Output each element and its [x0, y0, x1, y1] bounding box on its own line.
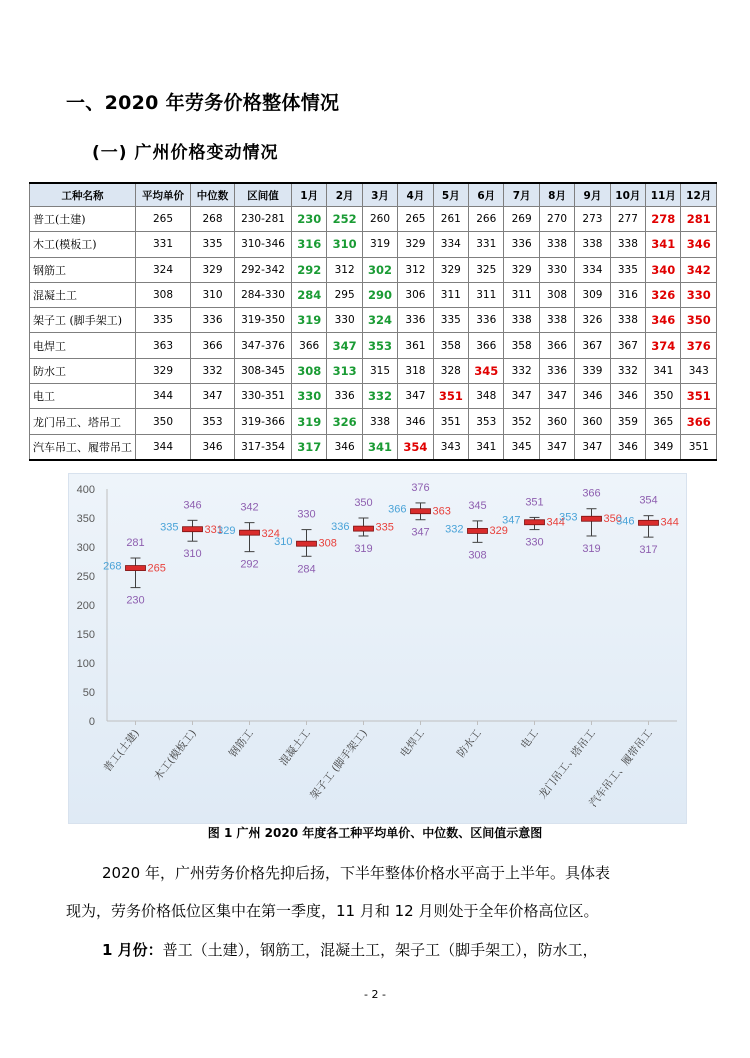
trade-name-cell: 普工(土建): [30, 207, 136, 232]
month-cell: 338: [539, 308, 574, 333]
box-bar: [468, 528, 488, 533]
month-cell: 339: [575, 358, 610, 383]
month-cell: 351: [681, 434, 717, 460]
average-label: 335: [375, 521, 394, 534]
x-tick-label: 汽车吊工、履带吊工: [587, 727, 655, 810]
header-cell: 区间值: [235, 183, 292, 207]
month-cell: 332: [362, 384, 397, 409]
month-cell: 347: [539, 384, 574, 409]
median-cell: 366: [191, 333, 235, 358]
trade-name-cell: 防水工: [30, 358, 136, 383]
month-cell: 306: [398, 282, 433, 307]
median-cell: 346: [191, 434, 235, 460]
table-row: [30, 308, 717, 333]
month-cell: 340: [646, 257, 681, 282]
average-cell: 350: [136, 409, 191, 434]
month-cell: 346: [575, 384, 610, 409]
range-cell: 347-376: [235, 333, 292, 358]
month-cell: 341: [469, 434, 504, 460]
average-cell: 329: [136, 358, 191, 383]
average-label: 308: [318, 537, 337, 550]
month-cell: 319: [362, 232, 397, 257]
month-cell: 345: [469, 358, 504, 383]
table-row: [30, 358, 717, 383]
paragraph-3-text: 普工（土建），钢筋工，混凝土工，架子工（脚手架工），防水工，: [162, 941, 598, 959]
month-cell: 328: [433, 358, 468, 383]
month-cell: 338: [362, 409, 397, 434]
table-row: [30, 333, 717, 358]
range-cell: 310-346: [235, 232, 292, 257]
header-cell: 11月: [646, 183, 681, 207]
month-cell: 281: [681, 207, 717, 232]
month-cell: 338: [575, 232, 610, 257]
month-cell: 332: [610, 358, 645, 383]
month-cell: 347: [327, 333, 362, 358]
average-label: 363: [432, 505, 451, 518]
trade-name-cell: 龙门吊工、塔吊工: [30, 409, 136, 434]
header-cell: 8月: [539, 183, 574, 207]
month-cell: 347: [539, 434, 574, 460]
x-tick-label: 混凝土工: [277, 727, 313, 768]
max-label: 350: [354, 497, 373, 509]
month-cell: 335: [610, 257, 645, 282]
box-bar: [411, 509, 431, 514]
max-label: 351: [525, 496, 544, 509]
min-label: 347: [411, 526, 430, 539]
median-cell: 310: [191, 282, 235, 307]
median-label: 329: [217, 525, 236, 538]
month-cell: 367: [575, 333, 610, 358]
average-label: 344: [546, 516, 565, 529]
month-cell: 317: [292, 434, 327, 460]
box-bar: [126, 566, 146, 571]
month-cell: 313: [327, 358, 362, 383]
month-cell: 374: [646, 333, 681, 358]
y-tick-label: 100: [76, 658, 95, 670]
max-label: 345: [468, 499, 487, 512]
header-cell: 5月: [433, 183, 468, 207]
price-table: [29, 182, 717, 461]
month-cell: 261: [433, 207, 468, 232]
month-cell: 338: [610, 308, 645, 333]
header-cell: 3月: [362, 183, 397, 207]
month-cell: 341: [646, 358, 681, 383]
x-tick-label: 防水工: [455, 727, 484, 760]
y-tick-label: 350: [76, 513, 95, 525]
max-label: 330: [297, 508, 316, 521]
header-cell: 6月: [469, 183, 504, 207]
month-cell: 334: [433, 232, 468, 257]
x-tick-label: 电焊工: [398, 727, 427, 760]
x-tick-label: 木工(模板工): [152, 727, 199, 783]
month-cell: 336: [398, 308, 433, 333]
paragraph-3: [102, 943, 732, 958]
box-bar: [183, 527, 203, 532]
month-cell: 326: [327, 409, 362, 434]
trade-name-cell: 电焊工: [30, 333, 136, 358]
median-cell: 335: [191, 232, 235, 257]
header-cell: 10月: [610, 183, 645, 207]
month-cell: 335: [433, 308, 468, 333]
month-cell: 270: [539, 207, 574, 232]
month-cell: 336: [469, 308, 504, 333]
average-cell: 331: [136, 232, 191, 257]
month-cell: 230: [292, 207, 327, 232]
page-number: - 2 -: [364, 988, 386, 1001]
month-cell: 343: [681, 358, 717, 383]
header-cell: 平均单价: [136, 183, 191, 207]
average-cell: 344: [136, 384, 191, 409]
month-cell: 359: [610, 409, 645, 434]
chart-svg: [69, 474, 686, 823]
average-label: 344: [660, 516, 679, 529]
month-cell: 347: [504, 384, 539, 409]
box-bar: [525, 520, 545, 525]
month-cell: 316: [292, 232, 327, 257]
month-cell: 290: [362, 282, 397, 307]
median-cell: 347: [191, 384, 235, 409]
month-cell: 342: [681, 257, 717, 282]
month-cell: 358: [433, 333, 468, 358]
median-label: 353: [559, 511, 578, 524]
x-tick-label: 普工(土建): [101, 727, 142, 775]
month-cell: 345: [504, 434, 539, 460]
month-cell: 325: [469, 257, 504, 282]
median-label: 268: [103, 560, 122, 573]
median-cell: 353: [191, 409, 235, 434]
month-cell: 329: [504, 257, 539, 282]
month-cell: 338: [504, 308, 539, 333]
max-label: 366: [582, 487, 601, 500]
average-label: 329: [489, 525, 508, 538]
min-label: 308: [468, 549, 487, 562]
month-cell: 360: [539, 409, 574, 434]
box-chart: [68, 473, 687, 824]
average-label: 350: [603, 513, 622, 525]
max-label: 354: [639, 494, 658, 507]
min-label: 317: [639, 544, 658, 557]
median-label: 332: [445, 523, 464, 536]
month-cell: 311: [504, 282, 539, 307]
range-cell: 308-345: [235, 358, 292, 383]
range-cell: 330-351: [235, 384, 292, 409]
average-cell: 344: [136, 434, 191, 460]
month-cell: 366: [292, 333, 327, 358]
month-cell: 341: [362, 434, 397, 460]
month-cell: 338: [610, 232, 645, 257]
month-cell: 312: [327, 257, 362, 282]
month-cell: 358: [504, 333, 539, 358]
x-tick-label: 龙门吊工、塔吊工: [536, 727, 598, 802]
month-cell: 277: [610, 207, 645, 232]
month-cell: 252: [327, 207, 362, 232]
y-tick-label: 150: [76, 629, 95, 641]
month-cell: 346: [646, 308, 681, 333]
table-row: [30, 409, 717, 434]
month-cell: 336: [327, 384, 362, 409]
month-cell: 348: [469, 384, 504, 409]
table-row: [30, 257, 717, 282]
x-tick-label: 钢筋工: [227, 727, 256, 760]
y-tick-label: 250: [76, 571, 95, 583]
average-label: 324: [261, 528, 280, 541]
range-cell: 230-281: [235, 207, 292, 232]
month-cell: 350: [646, 384, 681, 409]
month-cell: 361: [398, 333, 433, 358]
month-cell: 334: [575, 257, 610, 282]
header-cell: 9月: [575, 183, 610, 207]
y-tick-label: 50: [82, 687, 95, 699]
month-cell: 330: [681, 282, 717, 307]
month-cell: 360: [575, 409, 610, 434]
y-tick-label: 400: [76, 484, 95, 496]
month-cell: 346: [327, 434, 362, 460]
average-cell: 324: [136, 257, 191, 282]
header-cell: 2月: [327, 183, 362, 207]
section-heading: 一、2020 年劳务价格整体情况: [66, 92, 340, 114]
table-row: [30, 384, 717, 409]
table-header-row: [30, 183, 717, 207]
month-cell: 366: [681, 409, 717, 434]
month-cell: 330: [539, 257, 574, 282]
month-cell: 302: [362, 257, 397, 282]
min-label: 330: [525, 536, 544, 549]
month-cell: 269: [504, 207, 539, 232]
subsection-heading: (一) 广州价格变动情况: [92, 143, 279, 163]
month-cell: 353: [469, 409, 504, 434]
x-tick-label: 电工: [518, 727, 541, 752]
table-row: [30, 232, 717, 257]
trade-name-cell: 钢筋工: [30, 257, 136, 282]
month-cell: 341: [646, 232, 681, 257]
box-bar: [582, 516, 602, 521]
month-cell: 312: [398, 257, 433, 282]
month-cell: 346: [681, 232, 717, 257]
month-cell: 331: [469, 232, 504, 257]
median-cell: 336: [191, 308, 235, 333]
month-cell: 352: [504, 409, 539, 434]
month-cell: 366: [469, 333, 504, 358]
month-cell: 311: [469, 282, 504, 307]
month-cell: 319: [292, 409, 327, 434]
month-cell: 273: [575, 207, 610, 232]
paragraph-1: 2020 年，广州劳务价格先抑后扬，下半年整体价格水平高于上半年。具体表: [102, 864, 610, 882]
header-cell: 4月: [398, 183, 433, 207]
header-cell: 7月: [504, 183, 539, 207]
median-label: 310: [274, 536, 293, 549]
month-cell: 351: [681, 384, 717, 409]
month-cell: 310: [327, 232, 362, 257]
month-cell: 336: [539, 358, 574, 383]
header-cell: 1月: [292, 183, 327, 207]
month-cell: 367: [610, 333, 645, 358]
median-label: 335: [160, 521, 179, 534]
range-cell: 317-354: [235, 434, 292, 460]
month-cell: 365: [646, 409, 681, 434]
month-cell: 295: [327, 282, 362, 307]
month-cell: 353: [362, 333, 397, 358]
month-cell: 330: [292, 384, 327, 409]
month-cell: 366: [539, 333, 574, 358]
month-cell: 309: [575, 282, 610, 307]
average-cell: 308: [136, 282, 191, 307]
y-tick-label: 0: [88, 716, 95, 728]
figure-caption: 图 1 广州 2020 年度各工种平均单价、中位数、区间值示意图: [207, 826, 543, 840]
min-label: 310: [183, 548, 202, 561]
month-cell: 329: [433, 257, 468, 282]
month-cell: 354: [398, 434, 433, 460]
average-cell: 363: [136, 333, 191, 358]
month-cell: 347: [575, 434, 610, 460]
max-label: 342: [240, 501, 259, 514]
box-bar: [354, 526, 374, 531]
month-cell: 316: [610, 282, 645, 307]
header-cell: 中位数: [191, 183, 235, 207]
box-bar: [240, 530, 260, 535]
trade-name-cell: 混凝土工: [30, 282, 136, 307]
median-label: 336: [331, 521, 350, 534]
max-label: 346: [183, 499, 202, 512]
month-cell: 349: [646, 434, 681, 460]
month-cell: 311: [433, 282, 468, 307]
median-cell: 332: [191, 358, 235, 383]
box-bar: [297, 541, 317, 546]
month-cell: 326: [646, 282, 681, 307]
month-cell: 343: [433, 434, 468, 460]
month-cell: 338: [539, 232, 574, 257]
median-label: 346: [616, 515, 635, 528]
average-cell: 265: [136, 207, 191, 232]
median-cell: 268: [191, 207, 235, 232]
median-cell: 329: [191, 257, 235, 282]
month-cell: 329: [398, 232, 433, 257]
table-row: [30, 207, 717, 232]
month-cell: 319: [292, 308, 327, 333]
y-tick-label: 300: [76, 542, 95, 554]
header-cell: 12月: [681, 183, 717, 207]
table-row: [30, 282, 717, 307]
month-cell: 351: [433, 409, 468, 434]
header-cell: 工种名称: [30, 183, 136, 207]
trade-name-cell: 汽车吊工、履带吊工: [30, 434, 136, 460]
range-cell: 319-366: [235, 409, 292, 434]
month-cell: 260: [362, 207, 397, 232]
month-cell: 265: [398, 207, 433, 232]
max-label: 281: [126, 537, 145, 550]
month-cell: 350: [681, 308, 717, 333]
y-tick-label: 200: [76, 600, 95, 612]
min-label: 292: [240, 558, 259, 571]
month-cell: 278: [646, 207, 681, 232]
month-cell: 336: [504, 232, 539, 257]
month-cell: 284: [292, 282, 327, 307]
month-cell: 326: [575, 308, 610, 333]
average-label: 265: [147, 562, 166, 575]
min-label: 319: [582, 542, 601, 555]
month-cell: 346: [610, 434, 645, 460]
range-cell: 284-330: [235, 282, 292, 307]
range-cell: 319-350: [235, 308, 292, 333]
median-label: 366: [388, 503, 407, 516]
month-cell: 266: [469, 207, 504, 232]
month-cell: 346: [398, 409, 433, 434]
max-label: 376: [411, 481, 430, 494]
month-cell: 346: [610, 384, 645, 409]
average-label: 331: [204, 524, 223, 537]
trade-name-cell: 电工: [30, 384, 136, 409]
table-row: [30, 434, 717, 460]
month-cell: 347: [398, 384, 433, 409]
box-bar: [639, 520, 659, 525]
range-cell: 292-342: [235, 257, 292, 282]
trade-name-cell: 架子工 (脚手架工): [30, 308, 136, 333]
median-label: 347: [502, 514, 521, 527]
min-label: 230: [126, 594, 145, 607]
paragraph-2: 现为，劳务价格低位区集中在第一季度，11 月和 12 月则处于全年价格高位区。: [66, 902, 599, 920]
paragraph-3-label: 1 月份：: [102, 941, 163, 959]
month-cell: 376: [681, 333, 717, 358]
month-cell: 308: [539, 282, 574, 307]
month-cell: 324: [362, 308, 397, 333]
month-cell: 351: [433, 384, 468, 409]
min-label: 319: [354, 542, 373, 555]
month-cell: 332: [504, 358, 539, 383]
average-cell: 335: [136, 308, 191, 333]
table-body: [30, 207, 717, 460]
month-cell: 315: [362, 358, 397, 383]
month-cell: 318: [398, 358, 433, 383]
x-tick-label: 架子工 (脚手架工): [308, 727, 370, 802]
month-cell: 330: [327, 308, 362, 333]
trade-name-cell: 木工(模板工): [30, 232, 136, 257]
month-cell: 308: [292, 358, 327, 383]
month-cell: 292: [292, 257, 327, 282]
min-label: 284: [297, 563, 316, 576]
